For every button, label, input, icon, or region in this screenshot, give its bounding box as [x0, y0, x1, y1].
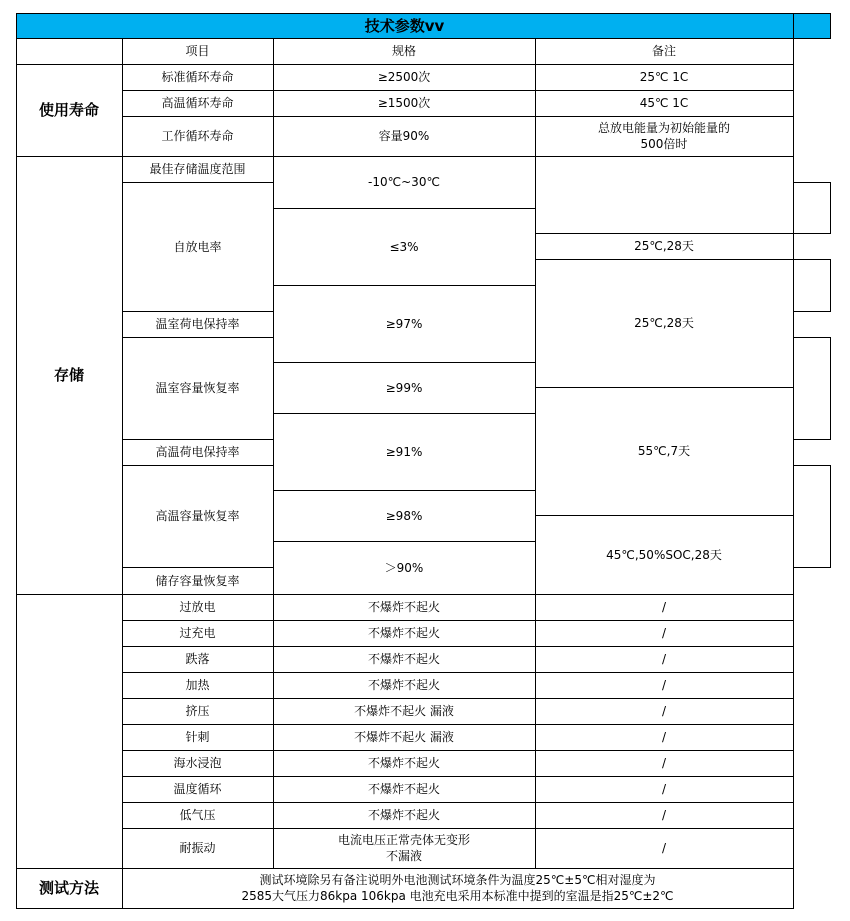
- safety-note-over-discharge: /: [661, 600, 667, 614]
- safety-note-nail: /: [661, 730, 667, 744]
- storage-item-rt-capacity-recovery: 温室容量恢复率: [155, 381, 240, 395]
- sheet-title: 技术参数vv: [364, 16, 445, 35]
- life-note-working: 总放电能量为初始能量的 500倍时: [597, 121, 730, 151]
- grid-line-h: [273, 413, 536, 414]
- grid-line-h: [122, 802, 794, 803]
- section-life: 使用寿命: [38, 101, 99, 119]
- grid-line-h: [793, 567, 831, 568]
- grid-line-h: [122, 828, 794, 829]
- grid-line-h: [122, 750, 794, 751]
- grid-line-h: [122, 311, 274, 312]
- grid-line-h: [16, 908, 794, 909]
- safety-spec-over-charge: 不爆炸不起火: [367, 626, 440, 640]
- grid-line-v: [535, 38, 536, 869]
- grid-line-h: [122, 465, 274, 466]
- safety-item-heating: 加热: [185, 678, 210, 692]
- grid-line-h: [16, 64, 794, 65]
- safety-item-low-pressure: 低气压: [179, 808, 216, 822]
- grid-line-v: [273, 38, 274, 869]
- grid-line-h: [793, 38, 831, 39]
- grid-line-h: [122, 567, 274, 568]
- header-note: 备注: [651, 44, 676, 58]
- storage-note-ht: 55℃,7天: [637, 444, 691, 458]
- grid-line-h: [793, 337, 831, 338]
- safety-spec-low-pressure: 不爆炸不起火: [367, 808, 440, 822]
- grid-line-h: [122, 337, 274, 338]
- grid-line-v: [830, 13, 831, 39]
- grid-line-v: [830, 337, 831, 440]
- grid-line-v: [16, 13, 17, 909]
- safety-item-drop: 跌落: [185, 652, 210, 666]
- grid-line-h: [793, 259, 831, 260]
- grid-line-h: [793, 13, 831, 14]
- grid-line-h: [793, 465, 831, 466]
- storage-spec-temp-range: -10℃~30℃: [368, 175, 440, 189]
- storage-item-ht-capacity-recovery: 高温容量恢复率: [155, 509, 240, 523]
- safety-spec-over-discharge: 不爆炸不起火: [367, 600, 440, 614]
- grid-line-h: [273, 541, 536, 542]
- safety-item-over-discharge: 过放电: [179, 600, 216, 614]
- grid-line-h: [16, 156, 794, 157]
- safety-spec-temp-cycle: 不爆炸不起火: [367, 782, 440, 796]
- grid-line-h: [16, 38, 831, 39]
- storage-spec-ht-capacity-recovery: ≥98%: [385, 508, 423, 523]
- grid-line-h: [535, 259, 794, 260]
- storage-spec-ht-charge-retention: ≥91%: [385, 444, 423, 459]
- grid-line-v: [122, 38, 123, 909]
- storage-item-storage-capacity-recovery: 储存容量恢复率: [155, 573, 240, 588]
- grid-line-h: [16, 13, 831, 14]
- safety-item-nail: 针刺: [185, 730, 210, 744]
- grid-line-h: [122, 182, 274, 183]
- test-text: 测试环境除另有备注说明外电池测试环境条件为温度25℃±5℃相对湿度为 2585大气压力86kpa 106kpa 电池充电采用本标准中提到的室温是指25℃±2℃: [241, 873, 674, 903]
- grid-line-h: [273, 490, 536, 491]
- grid-line-h: [793, 182, 831, 183]
- grid-line-h: [16, 868, 794, 869]
- grid-line-h: [793, 233, 831, 234]
- storage-spec-rt-charge-retention: ≥97%: [385, 316, 423, 331]
- storage-note-self-discharge: 25℃,28天: [634, 239, 694, 253]
- storage-note-temp-range: [535, 156, 793, 233]
- storage-note-rt: 25℃,28天: [634, 316, 694, 330]
- storage-item-rt-charge-retention: 温室荷电保持率: [155, 317, 240, 331]
- storage-spec-rt-capacity-recovery: ≥99%: [385, 380, 423, 395]
- grid-line-v: [793, 13, 794, 909]
- section-storage: 存储: [53, 366, 84, 384]
- grid-line-h: [122, 90, 794, 91]
- grid-line-v: [830, 182, 831, 234]
- life-note-hightemp: 45℃ 1C: [639, 96, 689, 110]
- life-item-working: 工作循环寿命: [161, 129, 234, 143]
- safety-spec-heating: 不爆炸不起火: [367, 678, 440, 692]
- life-note-standard: 25℃ 1C: [639, 70, 689, 84]
- safety-item-temp-cycle: 温度循环: [173, 782, 222, 796]
- section-test: 测试方法: [38, 879, 99, 897]
- safety-note-crush: /: [661, 704, 667, 718]
- grid-line-h: [793, 439, 831, 440]
- grid-line-h: [122, 646, 794, 647]
- grid-line-h: [122, 698, 794, 699]
- grid-line-h: [122, 776, 794, 777]
- grid-line-h: [535, 387, 794, 388]
- life-spec-hightemp: ≥1500次: [377, 96, 431, 110]
- safety-note-drop: /: [661, 652, 667, 666]
- safety-note-seawater: /: [661, 756, 667, 770]
- safety-note-vibration: /: [661, 841, 667, 855]
- grid-line-h: [273, 208, 536, 209]
- grid-line-v: [830, 465, 831, 568]
- storage-item-self-discharge: 自放电率: [173, 239, 222, 254]
- grid-line-h: [122, 724, 794, 725]
- safety-spec-seawater: 不爆炸不起火: [367, 756, 440, 770]
- grid-line-h: [273, 362, 536, 363]
- storage-item-temp-range: 最佳存储温度范围: [149, 162, 246, 176]
- safety-note-heating: /: [661, 678, 667, 692]
- safety-note-temp-cycle: /: [661, 782, 667, 796]
- grid-line-h: [793, 311, 831, 312]
- grid-line-h: [273, 285, 536, 286]
- grid-line-v: [830, 259, 831, 312]
- safety-spec-nail: 不爆炸不起火 漏液: [354, 730, 454, 744]
- safety-note-over-charge: /: [661, 626, 667, 640]
- safety-item-seawater: 海水浸泡: [173, 756, 222, 770]
- storage-spec-self-discharge: ≤3%: [389, 239, 419, 254]
- grid-line-h: [16, 594, 794, 595]
- safety-spec-crush: 不爆炸不起火 漏液: [354, 704, 454, 718]
- life-spec-working: 容量90%: [378, 129, 430, 143]
- life-spec-standard: ≥2500次: [377, 70, 431, 84]
- safety-note-low-pressure: /: [661, 808, 667, 822]
- header-item: 项目: [185, 44, 210, 58]
- safety-item-over-charge: 过充电: [179, 626, 216, 640]
- grid-line-h: [535, 515, 794, 516]
- grid-line-h: [122, 116, 794, 117]
- grid-line-h: [535, 233, 794, 234]
- storage-spec-storage-capacity-recovery: ＞90%: [384, 560, 424, 575]
- safety-item-crush: 挤压: [185, 704, 210, 718]
- grid-line-h: [122, 620, 794, 621]
- safety-spec-drop: 不爆炸不起火: [367, 652, 440, 666]
- safety-item-vibration: 耐振动: [179, 841, 216, 855]
- life-item-hightemp: 高温循环寿命: [161, 96, 234, 110]
- title-bar-end: [793, 13, 830, 38]
- safety-spec-vibration: 电流电压正常壳体无变形 不漏液: [337, 833, 470, 863]
- storage-item-ht-charge-retention: 高温荷电保持率: [155, 445, 240, 459]
- header-spec: 规格: [391, 44, 416, 58]
- life-item-standard: 标准循环寿命: [161, 70, 234, 84]
- grid-line-h: [122, 439, 274, 440]
- grid-line-h: [122, 672, 794, 673]
- storage-note-storage: 45℃,50%SOC,28天: [606, 547, 722, 562]
